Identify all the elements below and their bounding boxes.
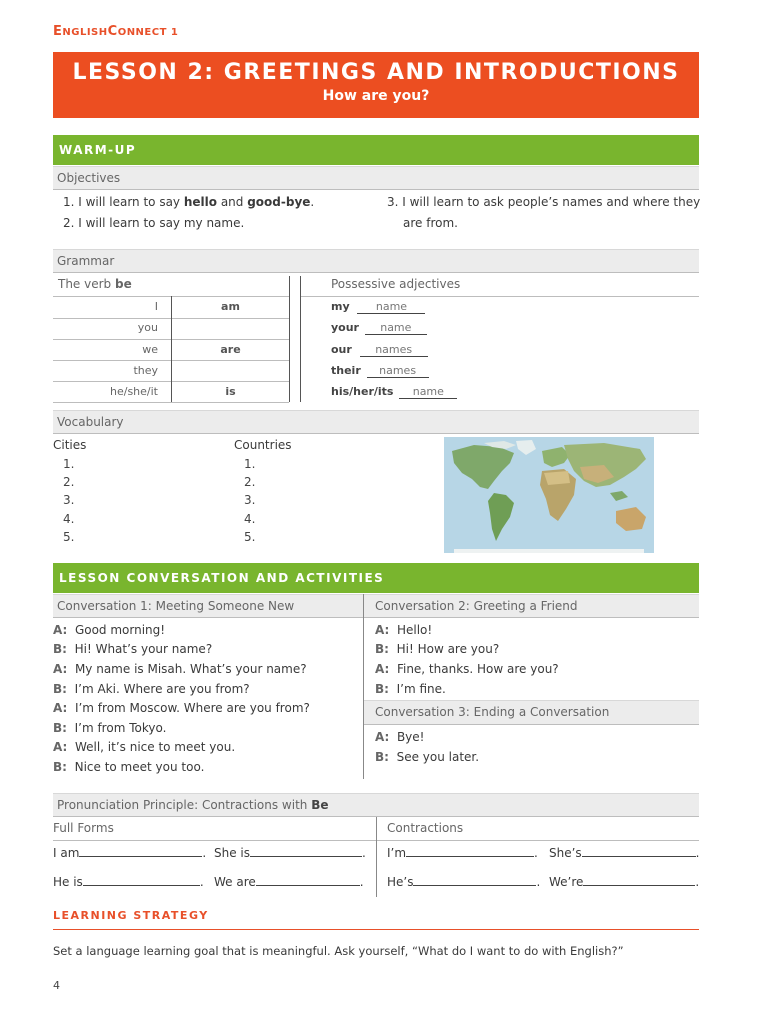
brand-letter-e: E [53, 24, 63, 39]
possessive-blank: names [360, 343, 428, 357]
page-number: 4 [53, 979, 60, 992]
verb-am: am [221, 300, 240, 313]
conversation-column-line [363, 594, 364, 779]
objective-1-period: . [310, 195, 315, 209]
period: . [202, 846, 207, 860]
answer-blank[interactable] [406, 846, 534, 857]
conv1-text: I’m from Tokyo. [74, 721, 167, 735]
conv1-text: Nice to meet you too. [74, 760, 205, 774]
contractions-label: Contractions [387, 821, 464, 835]
country-number: 5. [244, 530, 256, 544]
city-number: 2. [63, 475, 75, 489]
country-number: 4. [244, 512, 256, 526]
answer-blank[interactable] [256, 875, 360, 886]
pronunciation-title [53, 793, 699, 817]
contraction-im [387, 846, 538, 860]
lesson-conversation-heading: LESSON CONVERSATION AND ACTIVITIES [53, 563, 699, 593]
contraction-text: I’m [387, 846, 407, 860]
conv3-text: See you later. [396, 750, 480, 764]
possessive-word: your [331, 321, 359, 334]
conv1-text: My name is Misah. What’s your name? [74, 662, 307, 676]
speaker-label: B: [53, 682, 67, 696]
conv2-text: Hello! [396, 623, 433, 637]
grammar-label: Grammar [53, 249, 699, 273]
objective-3-line-1: 3. I will learn to ask people’s names and where they [387, 195, 701, 209]
period: . [199, 875, 204, 889]
conv2-text: Hi! How are you? [396, 642, 500, 656]
verb-be-label [58, 277, 132, 291]
speaker-label: A: [375, 730, 390, 744]
possessive-word: his/her/its [331, 385, 394, 398]
conv1-text: Good morning! [74, 623, 166, 637]
objective-1-goodbye: good-bye [247, 195, 311, 209]
conv2-line [375, 623, 432, 637]
full-form-text: We are [214, 875, 256, 889]
conversation-2-title: Conversation 2: Greeting a Friend [364, 594, 699, 618]
pronunciation-title-text: Pronunciation Principle: Contractions with [57, 798, 312, 812]
conv1-line [53, 642, 212, 656]
brand-name [53, 24, 178, 39]
city-number: 5. [63, 530, 75, 544]
speaker-label: B: [375, 750, 389, 764]
answer-blank[interactable] [79, 846, 202, 857]
possessive-word: their [331, 364, 361, 377]
objective-1-hello: hello [183, 195, 217, 209]
possessive-my [331, 300, 425, 314]
verb-be-bold: be [114, 277, 132, 291]
conv2-text: I’m fine. [396, 682, 446, 696]
conv1-line [53, 740, 235, 754]
contraction-hes [387, 875, 540, 889]
conv1-line [53, 623, 165, 637]
brand-letter-c: C [107, 24, 118, 39]
possessive-label: Possessive adjectives [331, 277, 461, 291]
conv1-line [53, 682, 250, 696]
objective-2: 2. I will learn to say my name. [63, 216, 245, 230]
pronunciation-column-line [376, 817, 377, 897]
pronunciation-title-be: Be [311, 798, 329, 812]
cities-label: Cities [53, 438, 87, 452]
lesson-title-banner [53, 52, 699, 118]
period: . [534, 846, 538, 860]
conv2-text: Fine, thanks. How are you? [396, 662, 559, 676]
lesson-subtitle: How are you? [322, 88, 430, 104]
full-form-she-is [214, 846, 366, 860]
world-map-image [444, 437, 654, 553]
grammar-divider [300, 296, 699, 297]
country-number: 1. [244, 457, 256, 471]
city-number: 4. [63, 512, 75, 526]
learning-strategy-text: Set a language learning goal that is meaningful. Ask yourself, “What do I want to do with English?” [53, 944, 624, 958]
grammar-divider [53, 402, 289, 403]
subject-we: we [142, 343, 158, 356]
conv1-line [53, 721, 166, 735]
brand-part-1: NGLISH [62, 27, 108, 38]
contraction-text: He’s [387, 875, 414, 889]
objective-1-and: and [217, 195, 248, 209]
strategy-divider [53, 929, 699, 930]
vocabulary-label: Vocabulary [53, 410, 699, 434]
speaker-label: B: [375, 682, 389, 696]
conv3-text: Bye! [396, 730, 425, 744]
speaker-label: A: [53, 623, 68, 637]
speaker-label: B: [53, 760, 67, 774]
verb-be-text: The verb [58, 277, 115, 291]
subject-he-she-it: he/she/it [110, 385, 158, 398]
conv1-text: Well, it’s nice to meet you. [74, 740, 236, 754]
country-number: 2. [244, 475, 256, 489]
country-number: 3. [244, 493, 256, 507]
conv1-text: I’m Aki. Where are you from? [74, 682, 250, 696]
speaker-label: B: [53, 642, 67, 656]
city-number: 3. [63, 493, 75, 507]
speaker-label: A: [53, 740, 68, 754]
conv1-line [53, 760, 204, 774]
brand-part-2: ONNECT 1 [117, 27, 179, 38]
period: . [536, 875, 541, 889]
possessive-word: my [331, 300, 350, 313]
speaker-label: B: [53, 721, 67, 735]
subject-i: I [154, 300, 158, 313]
possessive-word: our [331, 343, 352, 356]
conv1-text: Hi! What’s your name? [74, 642, 213, 656]
full-form-text: I am [53, 846, 80, 860]
verb-is: is [225, 385, 236, 398]
possessive-blank: name [365, 321, 427, 335]
possessive-his-her-its [331, 385, 457, 399]
speaker-label: B: [375, 642, 389, 656]
grammar-col-line [289, 276, 290, 402]
possessive-blank: name [399, 385, 457, 399]
objective-1-text: 1. I will learn to say [63, 195, 184, 209]
subject-you: you [137, 321, 158, 334]
objectives-label: Objectives [53, 166, 699, 190]
possessive-blank: name [357, 300, 425, 314]
conv1-line [53, 662, 307, 676]
contraction-text: We’re [549, 875, 584, 889]
objective-3-line-2: are from. [403, 216, 458, 230]
speaker-label: A: [53, 701, 68, 715]
city-number: 1. [63, 457, 75, 471]
period: . [695, 846, 700, 860]
conv2-line [375, 662, 559, 676]
speaker-label: A: [53, 662, 68, 676]
conversation-3-title: Conversation 3: Ending a Conversation [364, 700, 699, 725]
contraction-text: She’s [549, 846, 582, 860]
answer-blank[interactable] [582, 846, 696, 857]
grammar-col-line [300, 276, 301, 402]
full-form-we-are [214, 875, 364, 889]
full-form-i-am [53, 846, 206, 860]
full-form-text: He is [53, 875, 83, 889]
conv1-text: I’m from Moscow. Where are you from? [74, 701, 310, 715]
period: . [362, 846, 366, 860]
possessive-their [331, 364, 429, 378]
period: . [359, 875, 364, 889]
answer-blank[interactable] [413, 875, 536, 886]
possessive-blank: names [367, 364, 429, 378]
possessive-your [331, 321, 427, 335]
conv2-line [375, 642, 499, 656]
answer-blank[interactable] [250, 846, 362, 857]
conv3-line [375, 730, 424, 744]
conv1-line [53, 701, 310, 715]
lesson-title: LESSON 2: GREETINGS AND INTRODUCTIONS [72, 60, 680, 85]
verb-are: are [220, 343, 241, 356]
contraction-shes [549, 846, 700, 860]
conversation-1-title: Conversation 1: Meeting Someone New [53, 594, 363, 618]
countries-label: Countries [234, 438, 292, 452]
speaker-label: A: [375, 623, 390, 637]
full-forms-label: Full Forms [53, 821, 114, 835]
learning-strategy-heading: LEARNING STRATEGY [53, 909, 209, 922]
conv2-line [375, 682, 446, 696]
speaker-label: A: [375, 662, 390, 676]
warmup-heading: WARM-UP [53, 135, 699, 165]
possessive-our [331, 343, 428, 357]
conv3-line [375, 750, 479, 764]
contraction-were [549, 875, 699, 889]
full-form-he-is [53, 875, 204, 889]
answer-blank[interactable] [83, 875, 200, 886]
period: . [695, 875, 700, 889]
answer-blank[interactable] [583, 875, 695, 886]
objective-1 [63, 195, 314, 209]
full-form-text: She is [214, 846, 251, 860]
subject-they: they [133, 364, 158, 377]
